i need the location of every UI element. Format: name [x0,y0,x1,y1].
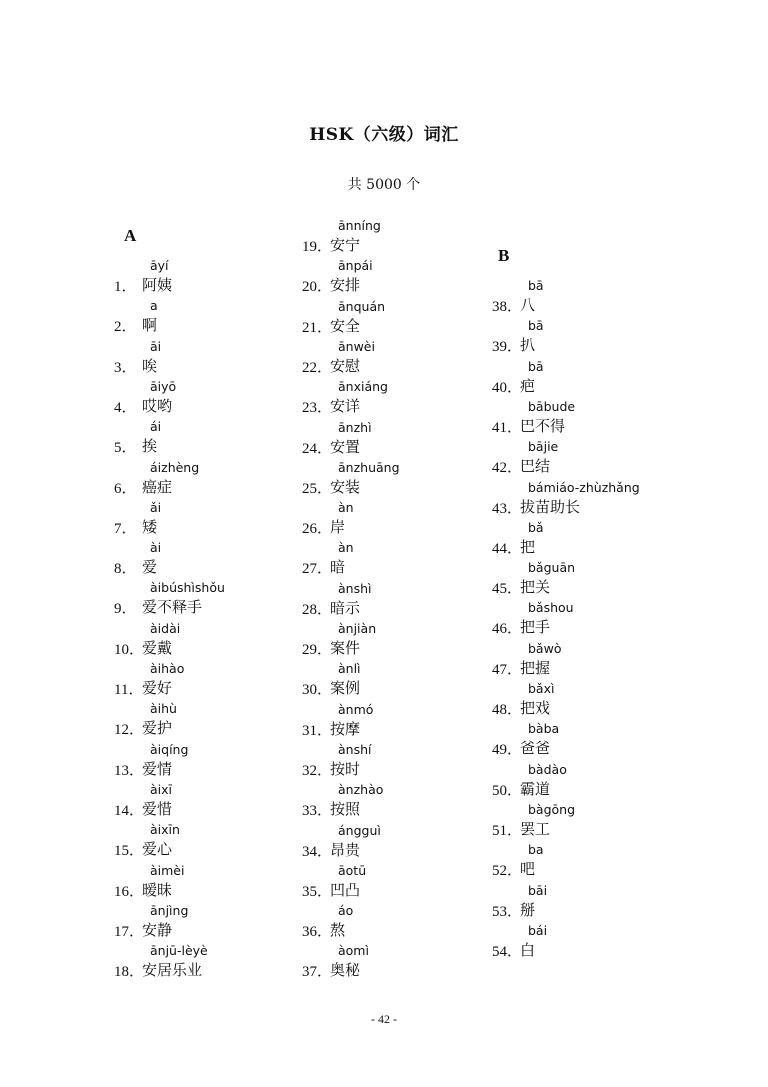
entry-word: 按照 [330,800,361,819]
entry-number: 18． [114,964,145,981]
vocab-entry [492,278,722,318]
entry-number: 9． [114,601,137,618]
entry-number: 32． [302,762,333,779]
entry-word: 爱好 [142,679,173,697]
entry-number: 19． [302,239,333,255]
entry-word: 唉 [142,356,158,375]
entry-pinyin: ànlì [338,661,361,677]
entry-word: 巴结 [520,457,551,476]
entry-number: 23． [302,400,333,417]
entry-number: 30． [302,682,333,699]
entry-pinyin: bā [528,358,544,374]
entry-pinyin: àimèi [150,862,185,878]
entry-pinyin: àidài [150,620,181,636]
entry-number: 6． [114,480,137,497]
entry-word: 案件 [330,639,361,657]
entry-word: 安置 [330,437,361,456]
entry-word: 爸爸 [520,739,551,758]
entry-pinyin: àomì [338,943,369,959]
vocab-entry [492,641,722,681]
entry-word: 把握 [520,658,551,677]
entry-word: 哎哟 [142,396,173,415]
entry-pinyin: àn [338,540,354,556]
entry-word: 扒 [520,336,536,355]
vocab-entry [492,439,722,479]
entry-pinyin: ànshì [338,580,372,596]
entry-number: 53． [492,903,523,920]
entry-pinyin: ànmó [338,701,374,717]
entry-number: 31． [302,722,333,739]
entry-pinyin: ānwèi [338,338,375,354]
entry-word: 爱护 [142,719,173,738]
vocab-entry [492,681,722,721]
entry-pinyin: bámiáo-zhùzhǎng [528,479,640,495]
vocab-entry [492,923,722,963]
entry-pinyin: bàdào [528,761,567,777]
entry-number: 37． [302,964,333,981]
entry-pinyin: ài [150,540,162,556]
entry-number: 48． [492,702,523,718]
entry-number: 10． [114,641,145,658]
vocab-entry [492,520,722,560]
entry-word: 安排 [330,276,361,295]
entry-pinyin: ānzhuāng [338,459,400,475]
vocab-entry [492,560,722,600]
entry-number: 51． [492,822,523,839]
entry-pinyin: bābude [528,398,576,414]
entry-word: 癌症 [142,477,173,496]
entry-word: 爱情 [142,759,173,778]
entry-number: 41． [492,419,523,436]
entry-pinyin: āyí [150,258,169,273]
vocab-entry [492,600,722,640]
entry-pinyin: āi [150,338,162,354]
vocab-entry [492,399,722,439]
entry-pinyin: ànzhào [338,782,384,798]
entry-word: 安慰 [330,356,361,375]
entry-word: 啊 [142,316,158,335]
entry-number: 1． [114,279,137,295]
vocab-entry [492,318,722,358]
entry-number: 38． [492,299,523,315]
vocab-entry [492,359,722,399]
entry-number: 28． [302,601,333,618]
entry-pinyin: àn [338,500,354,516]
entry-pinyin: ānjìng [150,902,189,918]
entry-number: 54． [492,943,523,960]
entry-word: 掰 [520,900,536,919]
entry-word: 按摩 [330,719,361,738]
document-title: HSK（六级）词汇 [309,125,459,145]
vocab-entry [302,218,532,258]
entry-word: 昂贵 [330,840,361,859]
entry-number: 20． [302,279,333,296]
entry-word: 罢工 [520,819,551,838]
entry-pinyin: bǎguān [528,560,576,576]
entry-pinyin: ba [528,842,544,858]
vocab-entry [492,762,722,802]
entry-word: 阿姨 [142,276,173,294]
entry-word: 暧昧 [142,880,173,899]
entry-word: 案例 [330,679,361,698]
entry-number: 45． [492,581,523,598]
entry-number: 34． [302,843,333,860]
vocab-entry [492,842,722,882]
entry-number: 3． [114,359,137,376]
entry-number: 33． [302,803,333,820]
vocab-entry [492,721,722,761]
entry-number: 42． [492,460,523,477]
entry-word: 吧 [520,860,536,879]
entry-pinyin: ānníng [338,218,381,233]
entry-word: 安宁 [330,236,361,254]
entry-word: 凹凸 [330,880,361,899]
entry-number: 24． [302,440,333,457]
entry-word: 岸 [330,518,346,537]
entry-word: 把戏 [520,699,551,717]
entry-pinyin: ái [150,419,162,435]
entry-number: 2． [114,319,137,336]
entry-number: 13． [114,762,145,779]
entry-number: 50． [492,782,523,799]
entry-pinyin: ānzhì [338,419,372,435]
entry-word: 把手 [520,618,551,637]
entry-number: 35． [302,883,333,900]
entry-number: 12． [114,722,145,739]
entry-word: 爱心 [142,840,173,859]
entry-pinyin: àiqíng [150,741,189,757]
entry-word: 拔苗助长 [520,497,581,516]
entry-pinyin: bā [528,318,544,334]
entry-pinyin: ángguì [338,822,381,838]
entry-word: 暗 [330,558,346,577]
entry-word: 白 [520,940,536,959]
entry-word: 安全 [330,316,361,335]
entry-word: 爱惜 [142,799,173,818]
entry-word: 爱 [142,558,158,577]
entry-number: 52． [492,863,523,880]
entry-pinyin: ānjū-lèyè [150,943,208,959]
entry-pinyin: áizhèng [150,459,200,475]
entry-pinyin: bǎxì [528,681,555,696]
entry-word: 按时 [330,759,361,778]
entry-pinyin: àixīn [150,822,180,838]
entry-number: 5． [114,440,137,457]
entry-number: 46． [492,621,523,638]
entry-number: 40． [492,379,523,396]
entry-pinyin: ānpái [338,258,373,274]
word-count-subtitle: 共 5000 个 [347,177,421,193]
entry-word: 把关 [520,578,551,597]
entry-pinyin: bǎ [528,519,544,535]
entry-pinyin: ànshí [338,741,372,757]
entry-word: 爱不释手 [142,598,203,617]
entry-number: 7． [114,520,137,537]
entry-number: 21． [302,319,333,336]
entry-number: 11． [114,682,144,698]
entry-pinyin: ānxiáng [338,379,388,395]
entry-number: 27． [302,561,333,578]
vocab-entry [492,480,722,520]
entry-pinyin: ānquán [338,298,386,314]
entry-word: 安居乐业 [142,961,203,980]
entry-pinyin: bái [528,922,548,938]
entry-pinyin: bàba [528,721,560,737]
entry-word: 疤 [520,376,536,395]
entry-number: 4． [114,399,137,416]
vocab-entry [492,883,722,923]
entry-word: 巴不得 [520,416,566,435]
entry-pinyin: àixī [150,781,173,797]
entry-word: 八 [520,296,536,314]
section-heading-b: B [498,246,510,265]
entry-pinyin: áo [338,903,354,919]
vocab-entry [492,802,722,842]
entry-pinyin: àibúshìshǒu [150,580,225,596]
entry-number: 29． [302,642,333,658]
entry-number: 25． [302,480,333,497]
entry-number: 14． [114,802,145,819]
entry-word: 奥秘 [330,961,361,980]
entry-word: 霸道 [520,779,551,798]
entry-pinyin: a [150,298,158,314]
entry-pinyin: āiyō [150,378,177,394]
entry-number: 22． [302,359,333,376]
entry-number: 49． [492,742,523,759]
entry-word: 安静 [142,920,173,939]
entry-word: 暗示 [330,598,361,617]
entry-word: 矮 [142,517,158,536]
entry-number: 39． [492,339,523,356]
entry-pinyin: ǎi [150,499,162,515]
entry-pinyin: bā [528,278,544,293]
entry-pinyin: bǎshou [528,600,574,616]
entry-pinyin: bāi [528,882,548,898]
entry-word: 挨 [142,437,158,456]
section-heading-a: A [124,226,137,245]
entry-word: 爱戴 [142,638,173,657]
entry-number: 8． [114,561,137,578]
entry-number: 15． [114,843,145,860]
entry-pinyin: ànjiàn [338,621,377,636]
entry-number: 43． [492,500,523,517]
entry-pinyin: āotū [338,862,367,878]
entry-pinyin: bàgōng [528,801,576,817]
entry-number: 17． [114,923,145,940]
entry-pinyin: àihù [150,701,177,717]
entry-word: 安详 [330,397,361,416]
entry-pinyin: àihào [150,661,185,676]
entry-word: 把 [520,537,536,556]
entry-word: 安装 [330,477,361,496]
entry-word: 熬 [330,921,346,940]
entry-pinyin: bǎwò [528,640,562,656]
entry-pinyin: bājie [528,439,559,455]
entry-number: 36． [302,924,333,941]
entry-number: 16． [114,883,145,900]
entry-number: 44． [492,540,523,557]
entry-number: 47． [492,661,523,678]
entry-number: 26． [302,521,333,538]
page-number: - 42 - [371,1012,397,1026]
